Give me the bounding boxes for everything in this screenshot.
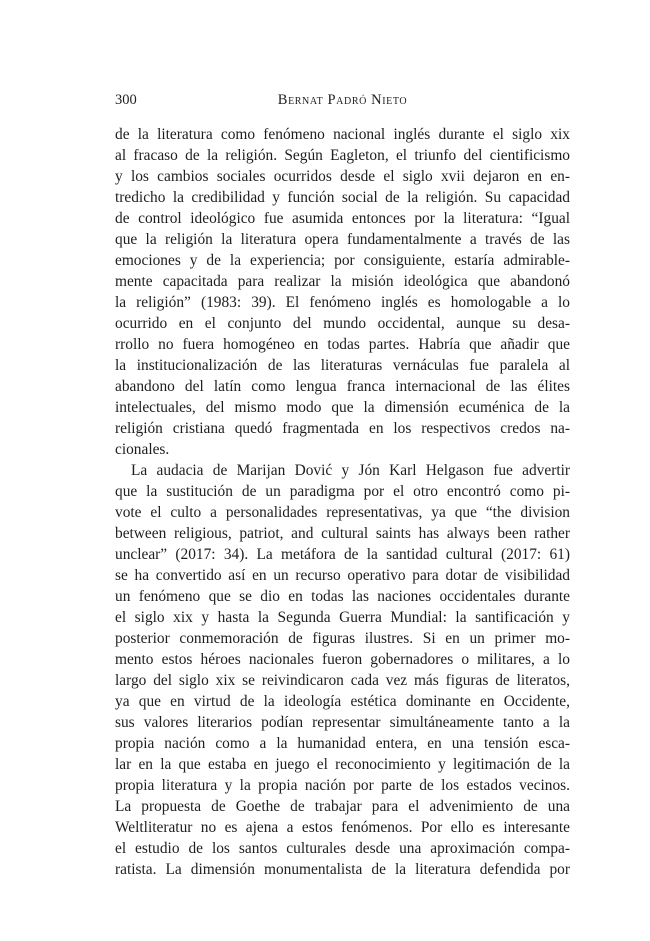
text-line: y los cambios sociales ocurridos desde el siglo xvii dejaron en en- — [115, 168, 570, 185]
text-line: el estudio de los santos culturales desde una aproximación compa- — [115, 840, 570, 857]
text-line: intelectuales, del mismo modo que la dimensión ecuménica de la — [115, 399, 570, 416]
running-head — [115, 92, 570, 112]
text-line: largo del siglo xix se reivindicaron cada vez más figuras de literatos, — [115, 672, 570, 689]
text-line: Weltliteratur no es ajena a estos fenómenos. Por ello es interesante — [115, 819, 570, 836]
text-line: sus valores literarios podían representar simultáneamente tanto a la — [115, 714, 570, 731]
text-line: la institucionalización de las literaturas vernáculas fue paralela al — [115, 357, 570, 374]
text-line: de la literatura como fenómeno nacional inglés durante el siglo xix — [115, 126, 570, 143]
text-line: mento estos héroes nacionales fueron gobernadores o militares, a lo — [115, 651, 570, 668]
text-line: un fenómeno que se dio en todas las naciones occidentales durante — [115, 588, 570, 605]
text-line: propia literatura y la propia nación por parte de los estados vecinos. — [115, 777, 570, 794]
text-line: propia nación como a la humanidad entera, en una tensión esca- — [115, 735, 570, 752]
text-line: la religión” (1983: 39). El fenómeno inglés es homologable a lo — [115, 294, 570, 311]
text-line: mente capacitada para realizar la misión ideológica que abandonó — [115, 273, 570, 290]
text-line: al fracaso de la religión. Según Eagleton, el triunfo del cientificismo — [115, 147, 570, 164]
text-line: lar en la que estaba en juego el reconocimiento y legitimación de la — [115, 756, 570, 773]
running-head-author: Bernat Padró Nieto — [277, 92, 408, 108]
text-line: La propuesta de Goethe de trabajar para el advenimiento de una — [115, 798, 570, 815]
text-line: de control ideológico fue asumida entonces por la literatura: “Igual — [115, 210, 570, 227]
text-line: se ha convertido así en un recurso operativo para dotar de visibilidad — [115, 567, 570, 584]
text-line: between religious, patriot, and cultural saints has always been rather — [115, 525, 570, 542]
text-line: tredicho la credibilidad y función social de la religión. Su capacidad — [115, 189, 570, 206]
text-line: emociones y de la experiencia; por consiguiente, estaría admirable- — [115, 252, 570, 269]
text-line: rrollo no fuera homogéneo en todas partes. Habría que añadir que — [115, 336, 570, 353]
body-text — [115, 124, 570, 880]
text-line: La audacia de Marijan Dović y Jón Karl Helgason fue advertir — [131, 462, 570, 479]
text-line: abandono del latín como lengua franca internacional de las élites — [115, 378, 570, 395]
text-line: el siglo xix y hasta la Segunda Guerra Mundial: la santificación y — [115, 609, 570, 626]
text-line: que la sustitución de un paradigma por el otro encontró como pi- — [115, 483, 570, 500]
paragraph-2 — [115, 460, 570, 880]
text-line: cionales. — [115, 441, 170, 458]
page-number: 300 — [115, 92, 137, 108]
text-line: ya que en virtud de la ideología estética dominante en Occidente, — [115, 693, 570, 710]
text-line: posterior conmemoración de figuras ilustres. Si en un primer mo- — [115, 630, 570, 647]
text-line: religión cristiana quedó fragmentada en los respectivos credos na- — [115, 420, 570, 437]
text-line: ocurrido en el conjunto del mundo occidental, aunque su desa- — [115, 315, 570, 332]
text-line: vote el culto a personalidades representativas, ya que “the division — [115, 504, 570, 521]
text-line: ratista. La dimensión monumentalista de la literatura defendida por — [115, 861, 570, 878]
text-line: unclear” (2017: 34). La metáfora de la santidad cultural (2017: 61) — [115, 546, 570, 563]
paragraph-1 — [115, 124, 570, 460]
text-line: que la religión la literatura opera fundamentalmente a través de las — [115, 231, 570, 248]
